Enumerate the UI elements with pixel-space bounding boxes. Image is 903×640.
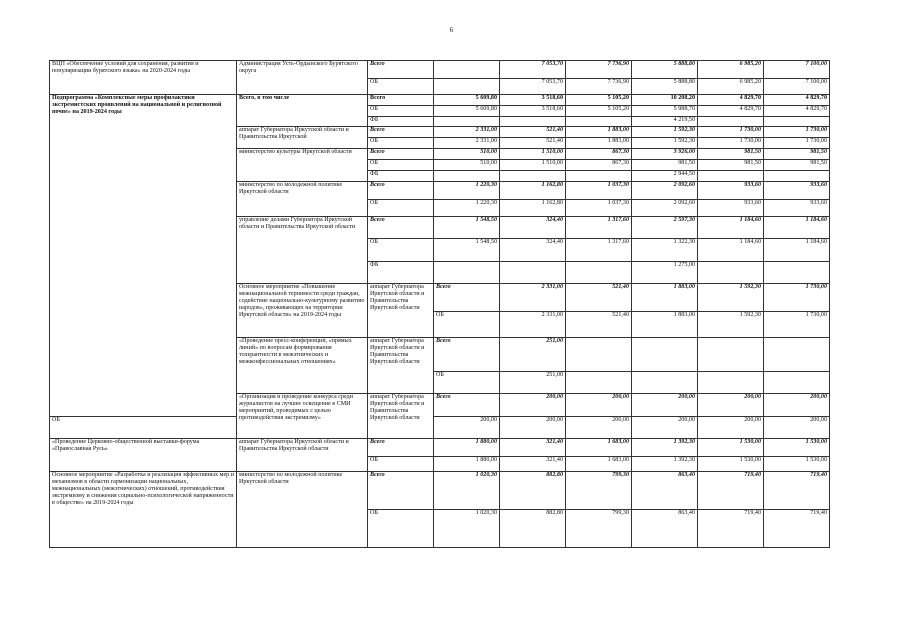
funding-source-cell: ФБ — [368, 171, 434, 182]
funding-source-cell: ОБ — [368, 160, 434, 171]
amount-cell: 1 592,30 — [632, 138, 698, 149]
amount-cell — [632, 338, 698, 372]
activity-name-cell: ВЦП «Обеспечение условий для сохранения, развития и популяризации бурятского языка» на 2020-2024 годы — [50, 61, 237, 95]
table-body — [50, 61, 830, 548]
amount-cell: 1 220,30 — [434, 200, 500, 217]
amount-cell: 1 184,60 — [698, 217, 764, 239]
amount-cell — [764, 171, 830, 182]
amount-cell: 2 331,00 — [500, 312, 566, 338]
amount-cell: 7 736,90 — [566, 79, 632, 95]
amount-cell: 1 184,60 — [698, 239, 764, 262]
amount-cell: 4 829,70 — [764, 95, 830, 106]
amount-cell: 200,00 — [632, 417, 698, 439]
amount-cell — [698, 117, 764, 127]
amount-cell — [566, 117, 632, 127]
executor-cell: министерство по молодежной политике Иркутской области — [237, 472, 368, 548]
amount-cell — [566, 372, 632, 394]
amount-cell — [698, 171, 764, 182]
amount-cell: 867,30 — [566, 149, 632, 160]
amount-cell: 1 730,00 — [764, 138, 830, 149]
executor-cell: аппарат Губернатора Иркутской области и Правительства Иркутской области — [368, 284, 434, 338]
funding-source-cell: ФБ — [368, 117, 434, 127]
amount-cell — [632, 372, 698, 394]
amount-cell: 4 829,70 — [698, 106, 764, 117]
amount-cell: 1 592,30 — [698, 312, 764, 338]
amount-cell: 2 331,00 — [434, 127, 500, 138]
funding-source-cell: Всего — [368, 149, 434, 160]
amount-cell: 1 548,50 — [434, 217, 500, 239]
amount-cell: 200,00 — [500, 417, 566, 439]
amount-cell: 867,30 — [566, 160, 632, 171]
amount-cell: 5 105,20 — [566, 95, 632, 106]
amount-cell — [764, 262, 830, 284]
amount-cell: 863,40 — [632, 472, 698, 510]
amount-cell: 1 317,60 — [566, 239, 632, 262]
amount-cell: 863,40 — [632, 510, 698, 548]
executor-cell: аппарат Губернатора Иркутской области и Правительства Иркутской области — [368, 338, 434, 394]
amount-cell: 1 162,80 — [500, 182, 566, 200]
activity-name-cell: «Проведение Церковно-общественной выставки-форума «Православная Русь» — [50, 439, 237, 472]
amount-cell: 2 092,60 — [632, 182, 698, 200]
amount-cell: 5 609,80 — [434, 106, 500, 117]
amount-cell: 1 184,60 — [764, 239, 830, 262]
funding-source-cell: ОБ — [368, 106, 434, 117]
executor-cell: Всего, в том числе — [237, 95, 368, 127]
amount-cell: 251,00 — [500, 372, 566, 394]
amount-cell: 1 530,00 — [698, 457, 764, 472]
executor-cell: управление делами Губернатора Иркутской области и Правительства Иркутской области — [237, 217, 368, 284]
funding-source-cell: ОБ — [368, 138, 434, 149]
amount-cell: 7 100,00 — [764, 79, 830, 95]
funding-source-cell: Всего — [368, 472, 434, 510]
amount-cell — [500, 117, 566, 127]
funding-source-cell: Всего — [434, 284, 500, 312]
amount-cell — [500, 262, 566, 284]
amount-cell — [500, 171, 566, 182]
amount-cell: 1 883,00 — [632, 312, 698, 338]
amount-cell: 200,00 — [434, 417, 500, 439]
amount-cell: 1 683,00 — [566, 457, 632, 472]
amount-cell — [764, 117, 830, 127]
amount-cell: 521,40 — [566, 312, 632, 338]
activity-name-cell: Подпрограмма «Комплексные меры профилактики экстремистских проявлений на национальной и религиозной почве» на 2019-2024 годы — [50, 95, 237, 417]
amount-cell: 1 880,00 — [434, 439, 500, 457]
amount-cell: 933,60 — [764, 182, 830, 200]
funding-source-cell: ОБ — [368, 79, 434, 95]
amount-cell: 1 730,00 — [764, 312, 830, 338]
amount-cell: 1 322,30 — [632, 239, 698, 262]
amount-cell: 882,80 — [500, 472, 566, 510]
amount-cell: 5 988,70 — [632, 106, 698, 117]
amount-cell: 5 888,80 — [632, 61, 698, 79]
amount-cell: 1 392,30 — [632, 457, 698, 472]
amount-cell: 799,30 — [566, 510, 632, 548]
amount-cell: 5 105,20 — [566, 106, 632, 117]
table-row — [50, 61, 830, 79]
executor-cell: министерство по молодежной политике Иркутской области — [237, 182, 368, 217]
executor-cell: аппарат Губернатора Иркутской области и Правительства Иркутской — [237, 127, 368, 149]
amount-cell — [434, 79, 500, 95]
amount-cell: 933,60 — [764, 200, 830, 217]
amount-cell: 1 510,00 — [500, 149, 566, 160]
amount-cell: 321,40 — [500, 457, 566, 472]
amount-cell: 1 220,30 — [434, 182, 500, 200]
amount-cell: 981,50 — [698, 160, 764, 171]
amount-cell: 1 530,00 — [764, 439, 830, 457]
funding-source-cell: Всего — [368, 439, 434, 457]
executor-cell: аппарат Губернатора Иркутской области и Правительства Иркутской области — [237, 439, 368, 472]
amount-cell — [698, 338, 764, 372]
amount-cell: 510,00 — [434, 160, 500, 171]
amount-cell: 1 883,00 — [632, 284, 698, 312]
amount-cell: 324,40 — [500, 217, 566, 239]
amount-cell: 200,00 — [764, 394, 830, 417]
amount-cell: 521,40 — [566, 284, 632, 312]
amount-cell — [434, 171, 500, 182]
amount-cell: 200,00 — [566, 394, 632, 417]
amount-cell: 981,50 — [764, 149, 830, 160]
page-number: 6 — [449, 26, 454, 34]
amount-cell: 1 275,00 — [632, 262, 698, 284]
amount-cell: 1 392,30 — [632, 439, 698, 457]
amount-cell: 719,40 — [698, 510, 764, 548]
amount-cell: 933,60 — [698, 182, 764, 200]
amount-cell: 1 730,00 — [698, 138, 764, 149]
amount-cell: 200,00 — [632, 394, 698, 417]
funding-source-cell: ОБ — [368, 200, 434, 217]
amount-cell: 3 518,60 — [500, 106, 566, 117]
executor-cell: Администрация Усть-Ордынского Бурятского округа — [237, 61, 368, 95]
amount-cell: 1 510,00 — [500, 160, 566, 171]
executor-cell: министерство культуры Иркутской области — [237, 149, 368, 182]
amount-cell: 200,00 — [566, 417, 632, 439]
funding-source-cell: ФБ — [368, 262, 434, 284]
amount-cell: 7 053,70 — [500, 61, 566, 79]
amount-cell: 4 219,50 — [632, 117, 698, 127]
amount-cell: 981,50 — [632, 160, 698, 171]
amount-cell: 2 331,00 — [500, 284, 566, 312]
amount-cell: 1 037,30 — [566, 200, 632, 217]
amount-cell: 2 331,00 — [434, 138, 500, 149]
amount-cell: 521,40 — [500, 127, 566, 138]
table-row — [50, 95, 830, 106]
activity-name-cell: «Организация и проведение конкурса среди журналистов на лучшее освещение в СМИ мероприятий, проводимых с целью противодействия экстремизму» — [237, 394, 368, 439]
amount-cell: 324,40 — [500, 239, 566, 262]
funding-source-cell: ОБ — [368, 239, 434, 262]
funding-source-cell: Всего — [368, 182, 434, 200]
amount-cell — [434, 262, 500, 284]
amount-cell: 510,00 — [434, 149, 500, 160]
amount-cell: 1 730,00 — [698, 127, 764, 138]
amount-cell: 3 926,00 — [632, 149, 698, 160]
executor-cell: аппарат Губернатора Иркутской области и Правительства Иркутской области — [368, 394, 434, 439]
amount-cell: 719,40 — [698, 472, 764, 510]
amount-cell: 1 530,00 — [698, 439, 764, 457]
funding-source-cell: ОБ — [434, 372, 500, 394]
amount-cell: 1 037,30 — [566, 182, 632, 200]
amount-cell: 2 092,60 — [632, 200, 698, 217]
amount-cell: 5 609,80 — [434, 95, 500, 106]
funding-source-cell: Всего — [368, 95, 434, 106]
amount-cell: 2 597,30 — [632, 217, 698, 239]
amount-cell — [698, 372, 764, 394]
amount-cell: 1 184,60 — [764, 217, 830, 239]
amount-cell: 3 518,60 — [500, 95, 566, 106]
funding-source-cell: Всего — [434, 338, 500, 372]
amount-cell: 719,40 — [764, 510, 830, 548]
funding-source-cell: ОБ — [50, 417, 237, 439]
amount-cell: 6 985,20 — [698, 79, 764, 95]
amount-cell: 251,00 — [500, 338, 566, 372]
funding-source-cell: Всего — [434, 394, 500, 417]
activity-name-cell: Основное мероприятие «Повышение межнациональной терпимости среди граждан, содействие национально-культурному развитию народов», проживающих на территории Иркутской области» на 2019-2024 годы — [237, 284, 368, 338]
amount-cell: 981,50 — [698, 149, 764, 160]
amount-cell: 981,50 — [764, 160, 830, 171]
amount-cell: 1 020,30 — [434, 472, 500, 510]
budget-table — [49, 60, 830, 548]
amount-cell: 1 020,30 — [434, 510, 500, 548]
amount-cell — [566, 338, 632, 372]
amount-cell: 200,00 — [500, 394, 566, 417]
funding-source-cell: ОБ — [368, 510, 434, 548]
amount-cell: 321,40 — [500, 439, 566, 457]
amount-cell: 6 985,20 — [698, 61, 764, 79]
amount-cell: 1 730,00 — [764, 127, 830, 138]
amount-cell: 521,40 — [500, 138, 566, 149]
funding-source-cell: Всего — [368, 127, 434, 138]
amount-cell: 1 883,00 — [566, 127, 632, 138]
activity-name-cell: «Проведение пресс-конференций, «прямых линий» по вопросам формирования толерантности в межэтнических и межконфессиональных отношениях» — [237, 338, 368, 394]
amount-cell: 1 317,60 — [566, 217, 632, 239]
amount-cell: 4 829,70 — [698, 95, 764, 106]
amount-cell — [698, 262, 764, 284]
amount-cell: 1 880,00 — [434, 457, 500, 472]
amount-cell: 200,00 — [764, 417, 830, 439]
amount-cell: 10 208,20 — [632, 95, 698, 106]
amount-cell: 1 683,00 — [566, 439, 632, 457]
amount-cell: 1 530,00 — [764, 457, 830, 472]
amount-cell: 1 592,30 — [632, 127, 698, 138]
amount-cell: 7 100,00 — [764, 61, 830, 79]
amount-cell — [566, 262, 632, 284]
amount-cell: 799,30 — [566, 472, 632, 510]
table-row — [50, 439, 830, 457]
amount-cell — [434, 117, 500, 127]
table-row — [50, 472, 830, 510]
amount-cell: 1 162,80 — [500, 200, 566, 217]
activity-name-cell: Основное мероприятие «Разработка и реализация эффективных мер и механизмов в области гармонизации национальных, межнациональных (межэтнических) отношений, противодействия экстремизму и снижения социально-психологической напряженности в обществе» на 2019-2024 годы — [50, 472, 237, 548]
amount-cell: 933,60 — [698, 200, 764, 217]
amount-cell: 1 592,30 — [698, 284, 764, 312]
amount-cell: 4 829,70 — [764, 106, 830, 117]
funding-source-cell: ОБ — [368, 457, 434, 472]
amount-cell: 1 548,50 — [434, 239, 500, 262]
amount-cell: 882,80 — [500, 510, 566, 548]
amount-cell: 5 888,80 — [632, 79, 698, 95]
funding-source-cell: Всего — [368, 217, 434, 239]
amount-cell: 200,00 — [698, 417, 764, 439]
amount-cell: 7 053,70 — [500, 79, 566, 95]
amount-cell — [764, 372, 830, 394]
table-row — [50, 417, 830, 439]
amount-cell: 1 883,00 — [566, 138, 632, 149]
amount-cell — [434, 61, 500, 79]
amount-cell: 200,00 — [698, 394, 764, 417]
amount-cell: 7 736,90 — [566, 61, 632, 79]
amount-cell — [566, 171, 632, 182]
funding-source-cell: ОБ — [434, 312, 500, 338]
amount-cell: 2 944,50 — [632, 171, 698, 182]
amount-cell: 719,40 — [764, 472, 830, 510]
amount-cell — [764, 338, 830, 372]
amount-cell: 1 730,00 — [764, 284, 830, 312]
funding-source-cell: Всего — [368, 61, 434, 79]
